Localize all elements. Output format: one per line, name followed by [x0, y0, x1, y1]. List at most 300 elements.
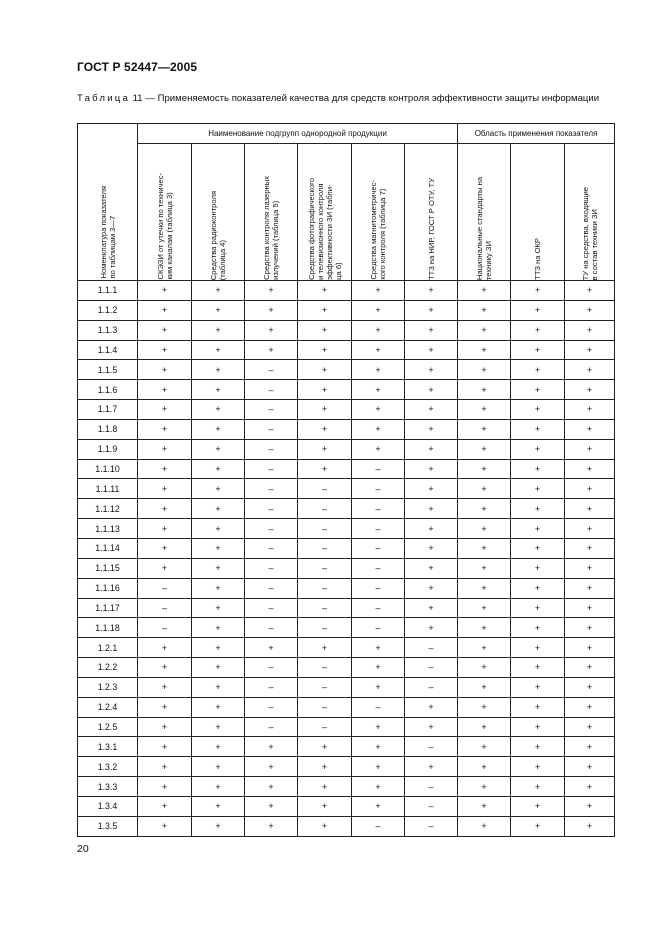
applicability-mark: –	[298, 677, 352, 697]
applicability-mark: +	[352, 419, 405, 439]
table-row	[78, 658, 615, 678]
applicability-mark: +	[352, 737, 405, 757]
applicability-mark: –	[298, 697, 352, 717]
applicability-mark: –	[245, 717, 298, 737]
applicability-mark: +	[138, 419, 192, 439]
applicability-mark: –	[245, 479, 298, 499]
applicability-mark: +	[405, 300, 458, 320]
applicability-mark: +	[352, 360, 405, 380]
column-header-2	[192, 144, 245, 281]
applicability-mark: +	[405, 578, 458, 598]
document-header: ГОСТ Р 52447—2005	[77, 60, 198, 74]
applicability-mark: +	[565, 578, 615, 598]
applicability-mark: –	[245, 419, 298, 439]
applicability-mark: +	[565, 618, 615, 638]
table-row	[78, 757, 615, 777]
applicability-mark: +	[298, 757, 352, 777]
applicability-mark: +	[511, 400, 565, 420]
applicability-mark: –	[298, 598, 352, 618]
column-header-8	[511, 144, 565, 281]
applicability-mark: +	[405, 598, 458, 618]
applicability-mark: +	[405, 439, 458, 459]
applicability-mark: +	[458, 697, 511, 717]
applicability-mark: +	[405, 757, 458, 777]
applicability-mark: +	[511, 697, 565, 717]
table-row	[78, 320, 615, 340]
applicability-mark: +	[245, 777, 298, 797]
applicability-mark: –	[352, 459, 405, 479]
table-row	[78, 796, 615, 816]
applicability-mark: +	[565, 737, 615, 757]
applicability-mark: +	[192, 400, 245, 420]
applicability-mark: –	[352, 618, 405, 638]
applicability-mark: +	[192, 677, 245, 697]
applicability-mark: +	[565, 499, 615, 519]
applicability-mark: +	[245, 796, 298, 816]
applicability-mark: –	[298, 658, 352, 678]
applicability-mark: –	[245, 400, 298, 420]
applicability-mark: +	[458, 459, 511, 479]
applicability-mark: +	[352, 717, 405, 737]
applicability-mark: +	[192, 638, 245, 658]
applicability-mark: +	[458, 737, 511, 757]
applicability-mark: –	[245, 697, 298, 717]
applicability-mark: +	[352, 300, 405, 320]
table-row	[78, 638, 615, 658]
applicability-mark: +	[565, 717, 615, 737]
applicability-mark: +	[352, 400, 405, 420]
applicability-mark: +	[458, 618, 511, 638]
indicator-code: 1.1.1	[78, 281, 138, 301]
applicability-mark: +	[565, 439, 615, 459]
applicability-mark: +	[192, 281, 245, 301]
column-header-5	[352, 144, 405, 281]
applicability-mark: +	[352, 677, 405, 697]
applicability-mark: +	[565, 320, 615, 340]
column-header-1	[138, 144, 192, 281]
applicability-mark: +	[511, 618, 565, 638]
applicability-mark: +	[352, 658, 405, 678]
applicability-mark: +	[565, 677, 615, 697]
applicability-mark: –	[138, 598, 192, 618]
applicability-mark: –	[245, 499, 298, 519]
table-row	[78, 340, 615, 360]
applicability-mark: +	[458, 677, 511, 697]
applicability-mark: +	[458, 320, 511, 340]
applicability-mark: +	[565, 519, 615, 539]
applicability-mark: +	[458, 439, 511, 459]
applicability-mark: +	[405, 697, 458, 717]
applicability-mark: +	[352, 439, 405, 459]
applicability-mark: +	[511, 717, 565, 737]
applicability-mark: +	[405, 281, 458, 301]
applicability-mark: +	[511, 499, 565, 519]
applicability-mark: +	[138, 677, 192, 697]
row-header-label: Номенклатура показателя по таблицам 3—7	[98, 186, 117, 279]
group-header-application: Область применения показателя	[458, 124, 615, 144]
applicability-mark: +	[192, 796, 245, 816]
applicability-mark: +	[298, 380, 352, 400]
applicability-mark: +	[138, 816, 192, 836]
table-row	[78, 558, 615, 578]
table-row	[78, 281, 615, 301]
applicability-mark: +	[245, 281, 298, 301]
applicability-mark: +	[458, 499, 511, 519]
indicator-code: 1.3.4	[78, 796, 138, 816]
applicability-mark: +	[511, 360, 565, 380]
applicability-mark: +	[458, 519, 511, 539]
applicability-mark: +	[511, 578, 565, 598]
applicability-mark: +	[192, 558, 245, 578]
applicability-mark: –	[352, 578, 405, 598]
indicator-code: 1.2.5	[78, 717, 138, 737]
applicability-mark: +	[138, 717, 192, 737]
applicability-mark: –	[352, 519, 405, 539]
applicability-mark: +	[298, 816, 352, 836]
applicability-mark: +	[245, 737, 298, 757]
applicability-mark: +	[405, 320, 458, 340]
applicability-mark: +	[298, 796, 352, 816]
applicability-mark: +	[565, 340, 615, 360]
applicability-mark: –	[298, 479, 352, 499]
applicability-mark: +	[511, 479, 565, 499]
applicability-mark: +	[511, 538, 565, 558]
applicability-mark: +	[458, 638, 511, 658]
applicability-mark: –	[352, 499, 405, 519]
applicability-mark: +	[192, 717, 245, 737]
applicability-mark: +	[565, 400, 615, 420]
table-row	[78, 737, 615, 757]
applicability-mark: +	[405, 717, 458, 737]
applicability-mark: +	[298, 638, 352, 658]
applicability-mark: –	[245, 658, 298, 678]
indicator-code: 1.2.2	[78, 658, 138, 678]
applicability-mark: +	[511, 439, 565, 459]
applicability-mark: +	[458, 400, 511, 420]
column-header-label: Средства радиоконтроля (таблица 4)	[209, 190, 227, 280]
applicability-mark: +	[298, 360, 352, 380]
indicator-code: 1.1.3	[78, 320, 138, 340]
applicability-mark: +	[138, 697, 192, 717]
applicability-mark: +	[352, 777, 405, 797]
indicator-code: 1.1.13	[78, 519, 138, 539]
indicator-code: 1.1.8	[78, 419, 138, 439]
applicability-mark: +	[192, 777, 245, 797]
applicability-mark: +	[405, 419, 458, 439]
applicability-mark: +	[192, 538, 245, 558]
applicability-mark: +	[298, 439, 352, 459]
applicability-mark: +	[565, 360, 615, 380]
table-row	[78, 380, 615, 400]
applicability-mark: +	[511, 281, 565, 301]
applicability-mark: +	[192, 320, 245, 340]
table-row	[78, 419, 615, 439]
applicability-mark: +	[458, 360, 511, 380]
applicability-mark: +	[565, 816, 615, 836]
applicability-mark: –	[298, 538, 352, 558]
applicability-mark: +	[245, 816, 298, 836]
applicability-mark: +	[138, 538, 192, 558]
indicator-code: 1.1.4	[78, 340, 138, 360]
applicability-mark: +	[458, 538, 511, 558]
applicability-mark: +	[405, 558, 458, 578]
column-header-3	[245, 144, 298, 281]
applicability-mark: +	[565, 538, 615, 558]
applicability-mark: +	[138, 757, 192, 777]
indicator-code: 1.1.5	[78, 360, 138, 380]
applicability-mark: –	[405, 638, 458, 658]
table-row	[78, 777, 615, 797]
table-row	[78, 677, 615, 697]
applicability-mark: +	[565, 281, 615, 301]
applicability-mark: +	[511, 320, 565, 340]
indicator-code: 1.3.5	[78, 816, 138, 836]
applicability-mark: +	[192, 598, 245, 618]
table-row	[78, 578, 615, 598]
applicability-mark: +	[511, 757, 565, 777]
group-header-products: Наименование подгрупп однородной продукции	[138, 124, 458, 144]
indicator-code: 1.1.18	[78, 618, 138, 638]
applicability-mark: +	[565, 697, 615, 717]
applicability-mark: –	[245, 380, 298, 400]
applicability-mark: +	[458, 281, 511, 301]
applicability-mark: +	[298, 737, 352, 757]
indicator-code: 1.1.15	[78, 558, 138, 578]
applicability-mark: +	[192, 360, 245, 380]
table-row	[78, 697, 615, 717]
indicator-code: 1.3.3	[78, 777, 138, 797]
applicability-mark: +	[192, 816, 245, 836]
applicability-mark: –	[352, 538, 405, 558]
indicator-code: 1.3.1	[78, 737, 138, 757]
applicability-mark: +	[565, 777, 615, 797]
column-header-9	[565, 144, 615, 281]
applicability-mark: +	[511, 558, 565, 578]
applicability-mark: +	[511, 737, 565, 757]
applicability-mark: +	[405, 360, 458, 380]
applicability-mark: +	[565, 300, 615, 320]
applicability-mark: +	[138, 519, 192, 539]
applicability-mark: –	[245, 360, 298, 380]
page-number: 20	[77, 843, 89, 855]
applicability-mark: +	[138, 340, 192, 360]
applicability-mark: –	[245, 578, 298, 598]
applicability-mark: –	[245, 677, 298, 697]
applicability-mark: +	[511, 777, 565, 797]
table-row	[78, 816, 615, 836]
applicability-mark: +	[565, 479, 615, 499]
applicability-mark: –	[245, 538, 298, 558]
applicability-mark: –	[352, 697, 405, 717]
applicability-mark: +	[458, 479, 511, 499]
table-row	[78, 400, 615, 420]
applicability-mark: +	[192, 419, 245, 439]
applicability-mark: +	[245, 757, 298, 777]
applicability-mark: +	[245, 638, 298, 658]
applicability-mark: +	[298, 340, 352, 360]
indicator-code: 1.1.10	[78, 459, 138, 479]
applicability-mark: +	[192, 439, 245, 459]
applicability-mark: –	[298, 578, 352, 598]
applicability-mark: +	[138, 479, 192, 499]
indicator-code: 1.1.16	[78, 578, 138, 598]
applicability-mark: –	[245, 618, 298, 638]
indicator-code: 1.1.6	[78, 380, 138, 400]
applicability-mark: +	[511, 380, 565, 400]
applicability-mark: –	[298, 499, 352, 519]
indicator-code: 1.2.4	[78, 697, 138, 717]
applicability-mark: +	[405, 618, 458, 638]
applicability-mark: +	[405, 499, 458, 519]
applicability-mark: –	[405, 658, 458, 678]
applicability-mark: –	[405, 796, 458, 816]
applicability-mark: +	[458, 816, 511, 836]
table-row	[78, 459, 615, 479]
applicability-mark: +	[405, 340, 458, 360]
applicability-mark: +	[511, 300, 565, 320]
applicability-mark: +	[245, 320, 298, 340]
applicability-mark: +	[511, 519, 565, 539]
applicability-mark: +	[138, 400, 192, 420]
applicability-mark: +	[298, 300, 352, 320]
applicability-mark: –	[405, 816, 458, 836]
applicability-mark: +	[565, 638, 615, 658]
applicability-mark: +	[511, 796, 565, 816]
applicability-mark: +	[458, 757, 511, 777]
applicability-mark: –	[298, 618, 352, 638]
applicability-mark: +	[565, 757, 615, 777]
row-header-cell	[78, 124, 138, 281]
applicability-mark: +	[138, 320, 192, 340]
applicability-mark: +	[138, 658, 192, 678]
applicability-mark: +	[138, 281, 192, 301]
applicability-mark: +	[405, 519, 458, 539]
applicability-mark: +	[192, 757, 245, 777]
applicability-mark: +	[458, 558, 511, 578]
column-header-label: Средства контроля лазерных излучений (таблица 5)	[262, 176, 280, 280]
applicability-mark: +	[405, 459, 458, 479]
applicability-mark: –	[138, 618, 192, 638]
applicability-mark: –	[245, 439, 298, 459]
applicability-mark: +	[458, 340, 511, 360]
applicability-mark: –	[245, 598, 298, 618]
indicator-code: 1.1.9	[78, 439, 138, 459]
applicability-mark: –	[352, 558, 405, 578]
applicability-table	[77, 123, 615, 837]
table-row	[78, 439, 615, 459]
applicability-mark: +	[138, 459, 192, 479]
applicability-mark: +	[458, 717, 511, 737]
column-header-4	[298, 144, 352, 281]
applicability-mark: +	[138, 737, 192, 757]
applicability-mark: +	[138, 360, 192, 380]
applicability-mark: –	[352, 598, 405, 618]
caption-label: Таблица	[77, 93, 131, 104]
applicability-mark: +	[511, 459, 565, 479]
applicability-mark: +	[352, 281, 405, 301]
applicability-mark: +	[245, 300, 298, 320]
applicability-mark: +	[138, 796, 192, 816]
applicability-mark: +	[458, 777, 511, 797]
applicability-mark: +	[511, 598, 565, 618]
applicability-mark: +	[192, 578, 245, 598]
applicability-mark: +	[298, 777, 352, 797]
applicability-mark: +	[352, 380, 405, 400]
applicability-mark: –	[405, 677, 458, 697]
applicability-mark: +	[138, 300, 192, 320]
applicability-mark: +	[405, 380, 458, 400]
applicability-mark: +	[511, 677, 565, 697]
applicability-mark: +	[458, 658, 511, 678]
indicator-code: 1.1.12	[78, 499, 138, 519]
applicability-mark: +	[511, 419, 565, 439]
applicability-mark: +	[405, 479, 458, 499]
indicator-code: 1.1.2	[78, 300, 138, 320]
table-row	[78, 499, 615, 519]
indicator-code: 1.2.3	[78, 677, 138, 697]
table-row	[78, 360, 615, 380]
applicability-mark: +	[352, 638, 405, 658]
indicator-code: 1.1.17	[78, 598, 138, 618]
applicability-mark: +	[192, 519, 245, 539]
applicability-mark: +	[192, 300, 245, 320]
applicability-mark: +	[352, 796, 405, 816]
applicability-mark: –	[298, 558, 352, 578]
applicability-mark: –	[298, 519, 352, 539]
applicability-mark: –	[245, 459, 298, 479]
applicability-mark: +	[458, 578, 511, 598]
column-header-label: Средства фотографического и телевизионного контроля эффективности ЗИ (табли- ца 6)	[306, 178, 343, 280]
applicability-mark: +	[565, 598, 615, 618]
applicability-mark: +	[352, 320, 405, 340]
table-row	[78, 300, 615, 320]
applicability-mark: +	[405, 400, 458, 420]
column-header-label: Национальные стандарты на технику ЗИ	[475, 176, 493, 280]
column-header-label: ТУ на средства, входящие в состав техники ЗИ	[580, 186, 599, 280]
applicability-mark: –	[352, 479, 405, 499]
applicability-mark: +	[192, 618, 245, 638]
applicability-mark: +	[565, 419, 615, 439]
applicability-mark: +	[511, 658, 565, 678]
applicability-mark: +	[298, 320, 352, 340]
indicator-code: 1.1.14	[78, 538, 138, 558]
applicability-mark: +	[192, 697, 245, 717]
applicability-mark: +	[298, 419, 352, 439]
applicability-mark: +	[245, 340, 298, 360]
applicability-mark: +	[192, 737, 245, 757]
applicability-mark: +	[458, 380, 511, 400]
applicability-mark: +	[565, 459, 615, 479]
applicability-mark: +	[565, 658, 615, 678]
applicability-mark: –	[245, 558, 298, 578]
table-row	[78, 618, 615, 638]
indicator-code: 1.1.7	[78, 400, 138, 420]
applicability-mark: +	[192, 340, 245, 360]
applicability-mark: +	[458, 300, 511, 320]
indicator-code: 1.3.2	[78, 757, 138, 777]
applicability-mark: +	[192, 479, 245, 499]
applicability-mark: –	[352, 816, 405, 836]
table-row	[78, 538, 615, 558]
applicability-mark: –	[405, 737, 458, 757]
applicability-mark: –	[138, 578, 192, 598]
column-header-label: ТТЗ на ОКР	[533, 238, 542, 280]
applicability-mark: +	[298, 281, 352, 301]
column-header-7	[458, 144, 511, 281]
applicability-mark: +	[458, 796, 511, 816]
applicability-mark: +	[565, 796, 615, 816]
applicability-mark: +	[565, 558, 615, 578]
